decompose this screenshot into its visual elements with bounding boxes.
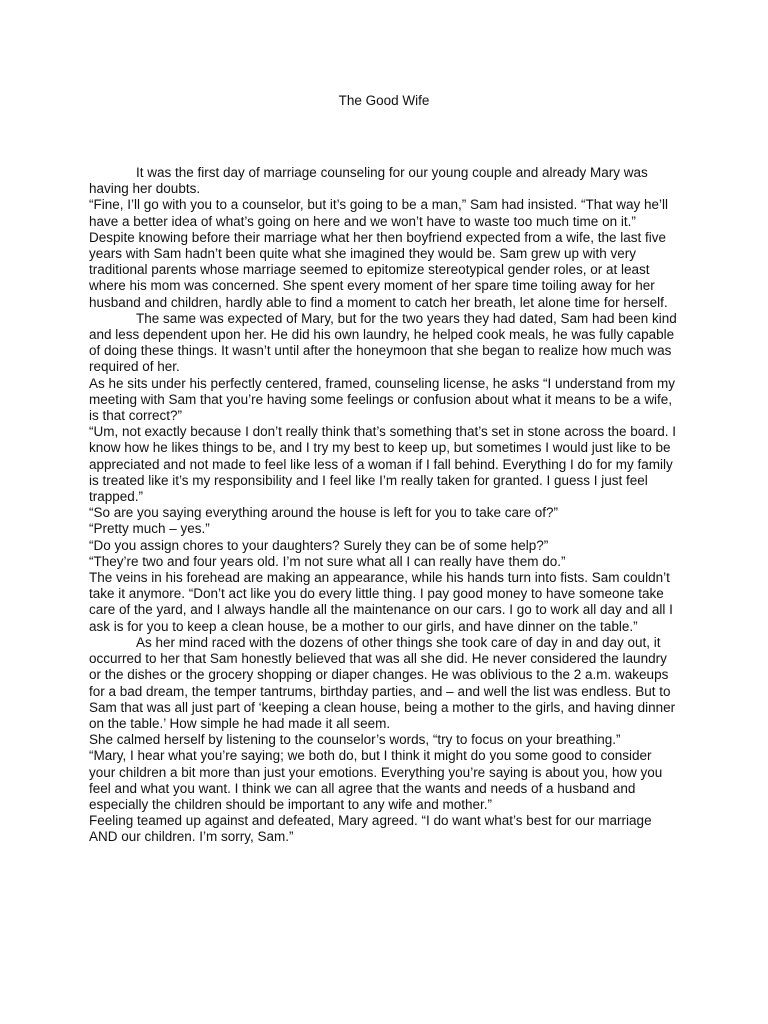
document-title: The Good Wife [338,93,430,108]
paragraph: “Mary, I hear what you’re saying; we both do, but I think it might do you some good to consider your children a bit more than just your emotions. Everything you’re saying is about you, how you feel and what you want. I think we can all agree that the wants and needs of a husband and especially the children should be important to any wife and mother.” [89,748,663,812]
document-body [89,165,681,846]
paragraph: “Pretty much – yes.” [89,521,210,537]
paragraph: “Um, not exactly because I don’t really think that’s something that’s set in stone across the board. I know how he likes things to be, and I try my best to keep up, but sometimes I would just like to be appreciated and not made to feel like less of a woman if I fall behind. Everything I do for my family is treated like it’s my responsibility and I feel like I’m really taken for granted. I guess I just feel trapped.” [89,424,677,505]
paragraph: She calmed herself by listening to the counselor’s words, “try to focus on your breathing.” [89,732,621,748]
paragraph: Feeling teamed up against and defeated, Mary agreed. “I do want what’s best for our marriage AND our children. I’m sorry, Sam.” [89,813,652,845]
paragraph: It was the first day of marriage counseling for our young couple and already Mary was having her doubts. [89,165,648,197]
paragraph: “They’re two and four years old. I’m not sure what all I can really have them do.” [89,553,566,569]
paragraph: Despite knowing before their marriage what her then boyfriend expected from a wife, the last five years with Sam hadn’t been quite what she imagined they would be. Sam grew up with very traditional parents whose marriage seemed to epitomize stereotypical gender roles, or at least where his mom was concerned. She spent every moment of her spare time toiling away for her husband and children, hardly able to find a moment to catch her breath, let alone time for herself. [89,229,668,310]
paragraph: The veins in his forehead are making an appearance, while his hands turn into fists. Sam couldn’t take it anymore. “Don’t act like you do every little thing. I pay good money to have someone take care of the yard, and I always handle all the maintenance on our cars. I go to work all day and all I ask is for you to keep a clean house, be a mother to our girls, and have dinner on the table.” [89,570,673,634]
paragraph: “Do you assign chores to your daughters? Surely they can be of some help?” [89,537,549,553]
paragraph: As he sits under his perfectly centered, framed, counseling license, he asks “I understand from my meeting with Sam that you’re having some feelings or confusion about what it means to be a wife, is that correct?” [89,375,676,424]
paragraph: As her mind raced with the dozens of other things she took care of day in and day out, it occurred to her that Sam honestly believed that was all she did. He never considered the laundry or the dishes or the grocery shopping or diaper changes. He was oblivious to the 2 a.m. wakeups for a bad dream, the temper tantrums, birthday parties, and – and well the list was endless. But to Sam that was all just part of ‘keeping a clean house, being a mother to the girls, and having dinner on the table.’ How simple he had made it all seem. [89,634,676,731]
paragraph: “So are you saying everything around the house is left for you to take care of?” [89,505,559,521]
paragraph: “Fine, I’ll go with you to a counselor, but it’s going to be a man,” Sam had insisted. “That way he’ll have a better idea of what’s going on here and we won’t have to waste too much time on it.” [89,197,669,229]
paragraph: The same was expected of Mary, but for the two years they had dated, Sam had been kind and less dependent upon her. He did his own laundry, he helped cook meals, he was fully capable of doing these things. It wasn’t until after the honeymoon that she began to realize how much was required of her. [89,310,677,375]
